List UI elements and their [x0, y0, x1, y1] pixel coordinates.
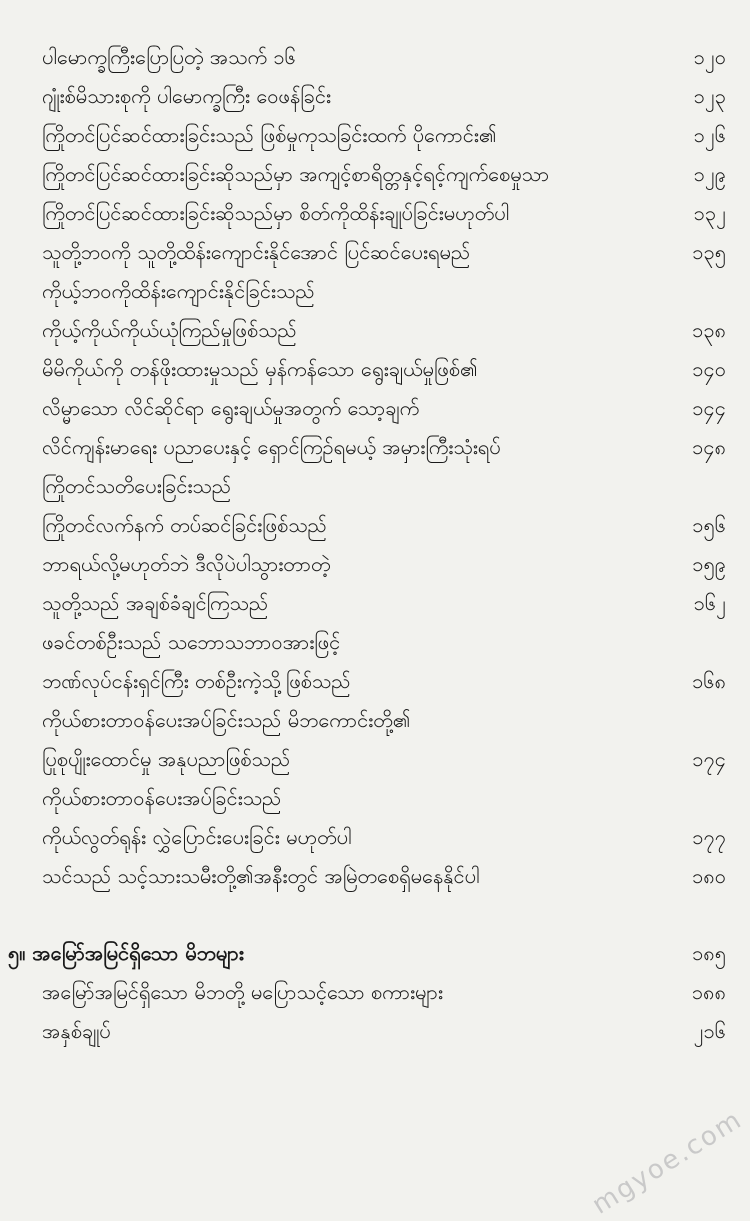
- entry-title: ဘာရယ်လို့မဟုတ်ဘဲ ဒီလိုပဲပါသွားတာတဲ့: [42, 552, 331, 576]
- toc-entry: [0, 272, 750, 311]
- watermark: mgyoe.com: [587, 1104, 748, 1221]
- toc-entry: [0, 194, 750, 233]
- entry-title: ကြိုတင်သတိပေးခြင်းသည်: [42, 474, 232, 498]
- entry-title: ပါမောက္ခကြီးပြောပြတဲ့ အသက် ၁၆: [42, 45, 296, 69]
- entry-title: ဖခင်တစ်ဦးသည် သဘောသဘာဝအားဖြင့်: [42, 630, 341, 654]
- toc-entry: [0, 155, 750, 194]
- entry-page-number: ၁၇၄: [692, 747, 726, 771]
- chapter-entries: [0, 973, 750, 1051]
- entry-title: အနှစ်ချုပ်: [42, 1019, 111, 1043]
- toc-entry: [0, 389, 750, 428]
- entry-page-number: ၁၃၂: [693, 201, 726, 225]
- toc-entry: [0, 506, 750, 545]
- entry-page-number: ၁၇၇: [692, 825, 726, 849]
- toc-entry: [0, 701, 750, 740]
- toc-entry: [0, 740, 750, 779]
- entry-page-number: ၁၄၈: [692, 435, 726, 459]
- chapter-page-number: ၁၈၅: [692, 941, 726, 965]
- entry-title: သင်သည် သင့်သားသမီးတို့၏အနီးတွင် အမြဲတစေရှိမနေနိုင်ပါ: [42, 864, 480, 888]
- entry-page-number: ၁၄၄: [692, 396, 726, 420]
- toc-entry: [0, 77, 750, 116]
- toc-entry: [0, 545, 750, 584]
- toc-entry: [0, 233, 750, 272]
- entry-title: ဘဏ်လုပ်ငန်းရှင်ကြီး တစ်ဦးကဲ့သို့ဖြစ်သည်: [42, 669, 351, 693]
- toc-entry: [0, 350, 750, 389]
- entry-title: ကိုယ့်ကိုယ်ကိုယ်ယုံကြည်မှုဖြစ်သည်: [42, 318, 297, 342]
- entry-title: ဂျုံးစ်မိသားစုကို ပါမောက္ခကြီး ဝေဖန်ခြင်း: [42, 84, 331, 108]
- toc-entry: [0, 1012, 750, 1051]
- entry-page-number: ၁၆၂: [693, 591, 726, 615]
- entry-title: သူတို့သည် အချစ်ခံချင်ကြသည်: [42, 591, 269, 615]
- toc-entry: [0, 116, 750, 155]
- entry-page-number: ၁၈၈: [691, 980, 726, 1004]
- entry-title: ကိုယ်စားတာဝန်ပေးအပ်ခြင်းသည်: [42, 786, 282, 810]
- entry-page-number: ၁၅၉: [692, 552, 726, 576]
- entry-title: အမြော်အမြင်ရှိသော မိဘတို့ မပြောသင့်သော စကားများ: [42, 980, 443, 1004]
- entry-page-number: ၁၈၀: [692, 864, 726, 888]
- entry-title: ကြိုတင်လက်နက် တပ်ဆင်ခြင်းဖြစ်သည်: [42, 513, 327, 537]
- entry-title: ပြုစုပျိုးထောင်မှု အနုပညာဖြစ်သည်: [42, 747, 291, 771]
- toc-entry: [0, 662, 750, 701]
- entry-title: လိမ္မာသော လိင်ဆိုင်ရာ ရွေးချယ်မှုအတွက် သော့ချက်: [42, 396, 420, 420]
- entry-page-number: ၁၃၈: [692, 318, 726, 342]
- section-gap: [0, 896, 750, 934]
- entry-title: မိမိကိုယ်ကို တန်ဖိုးထားမှုသည် မှန်ကန်သော ရွေးချယ်မှုဖြစ်၏: [42, 357, 478, 381]
- toc-entry: [0, 467, 750, 506]
- toc-entry: [0, 584, 750, 623]
- toc-entry: [0, 38, 750, 77]
- entry-page-number: ၁၂၃: [693, 84, 726, 108]
- entry-title: ကြိုတင်ပြင်ဆင်ထားခြင်းဆိုသည်မှာ စိတ်ကိုထိန်းချုပ်ခြင်းမဟုတ်ပါ: [42, 201, 510, 225]
- entry-title: ကြိုတင်ပြင်ဆင်ထားခြင်းသည် ဖြစ်မှုကုသခြင်းထက် ပိုကောင်း၏: [42, 123, 497, 147]
- entry-page-number: ၁၄၀: [692, 357, 726, 381]
- entry-title: ကိုယ့်ဘဝကိုထိန်းကျောင်းနိုင်ခြင်းသည်: [42, 279, 315, 303]
- entry-title: ကိုယ်လွတ်ရုန်း လွှဲပြောင်းပေးခြင်း မဟုတ်ပါ: [42, 825, 352, 849]
- entry-page-number: ၁၂၀: [693, 45, 726, 69]
- entry-title: ကိုယ်စားတာဝန်ပေးအပ်ခြင်းသည် မိဘကောင်းတို့၏: [42, 708, 411, 732]
- toc-entry: [0, 623, 750, 662]
- chapter-heading: [0, 934, 750, 973]
- toc-entry: [0, 779, 750, 818]
- entry-page-number: ၁၃၅: [692, 240, 726, 264]
- entry-page-number: ၁၅၆: [692, 513, 726, 537]
- entry-title: လိင်ကျန်းမာရေး ပညာပေးနှင့် ရှောင်ကြဉ်ရမယ့် အမှားကြီးသုံးရပ်: [42, 435, 501, 459]
- entry-page-number: ၂၁၆: [693, 1019, 726, 1043]
- toc-entry: [0, 973, 750, 1012]
- entry-title: သူတို့ဘဝကို သူတို့ထိန်းကျောင်းနိုင်အောင် ပြင်ဆင်ပေးရမည်: [42, 240, 471, 264]
- toc-entry: [0, 818, 750, 857]
- entry-title: ကြိုတင်ပြင်ဆင်ထားခြင်းဆိုသည်မှာ အကျင့်စာရိတ္တနှင့်ရင့်ကျက်စေမှုသာ: [42, 162, 550, 186]
- toc-entry: [0, 857, 750, 896]
- table-of-contents: [0, 38, 750, 1051]
- toc-entry: [0, 311, 750, 350]
- toc-entries: [0, 38, 750, 896]
- entry-page-number: ၁၆၈: [692, 669, 726, 693]
- chapter-title: ၅။ အမြော်အမြင်ရှိသော မိဘများ: [8, 941, 244, 965]
- entry-page-number: ၁၂၆: [693, 123, 726, 147]
- toc-entry: [0, 428, 750, 467]
- entry-page-number: ၁၂၉: [693, 162, 726, 186]
